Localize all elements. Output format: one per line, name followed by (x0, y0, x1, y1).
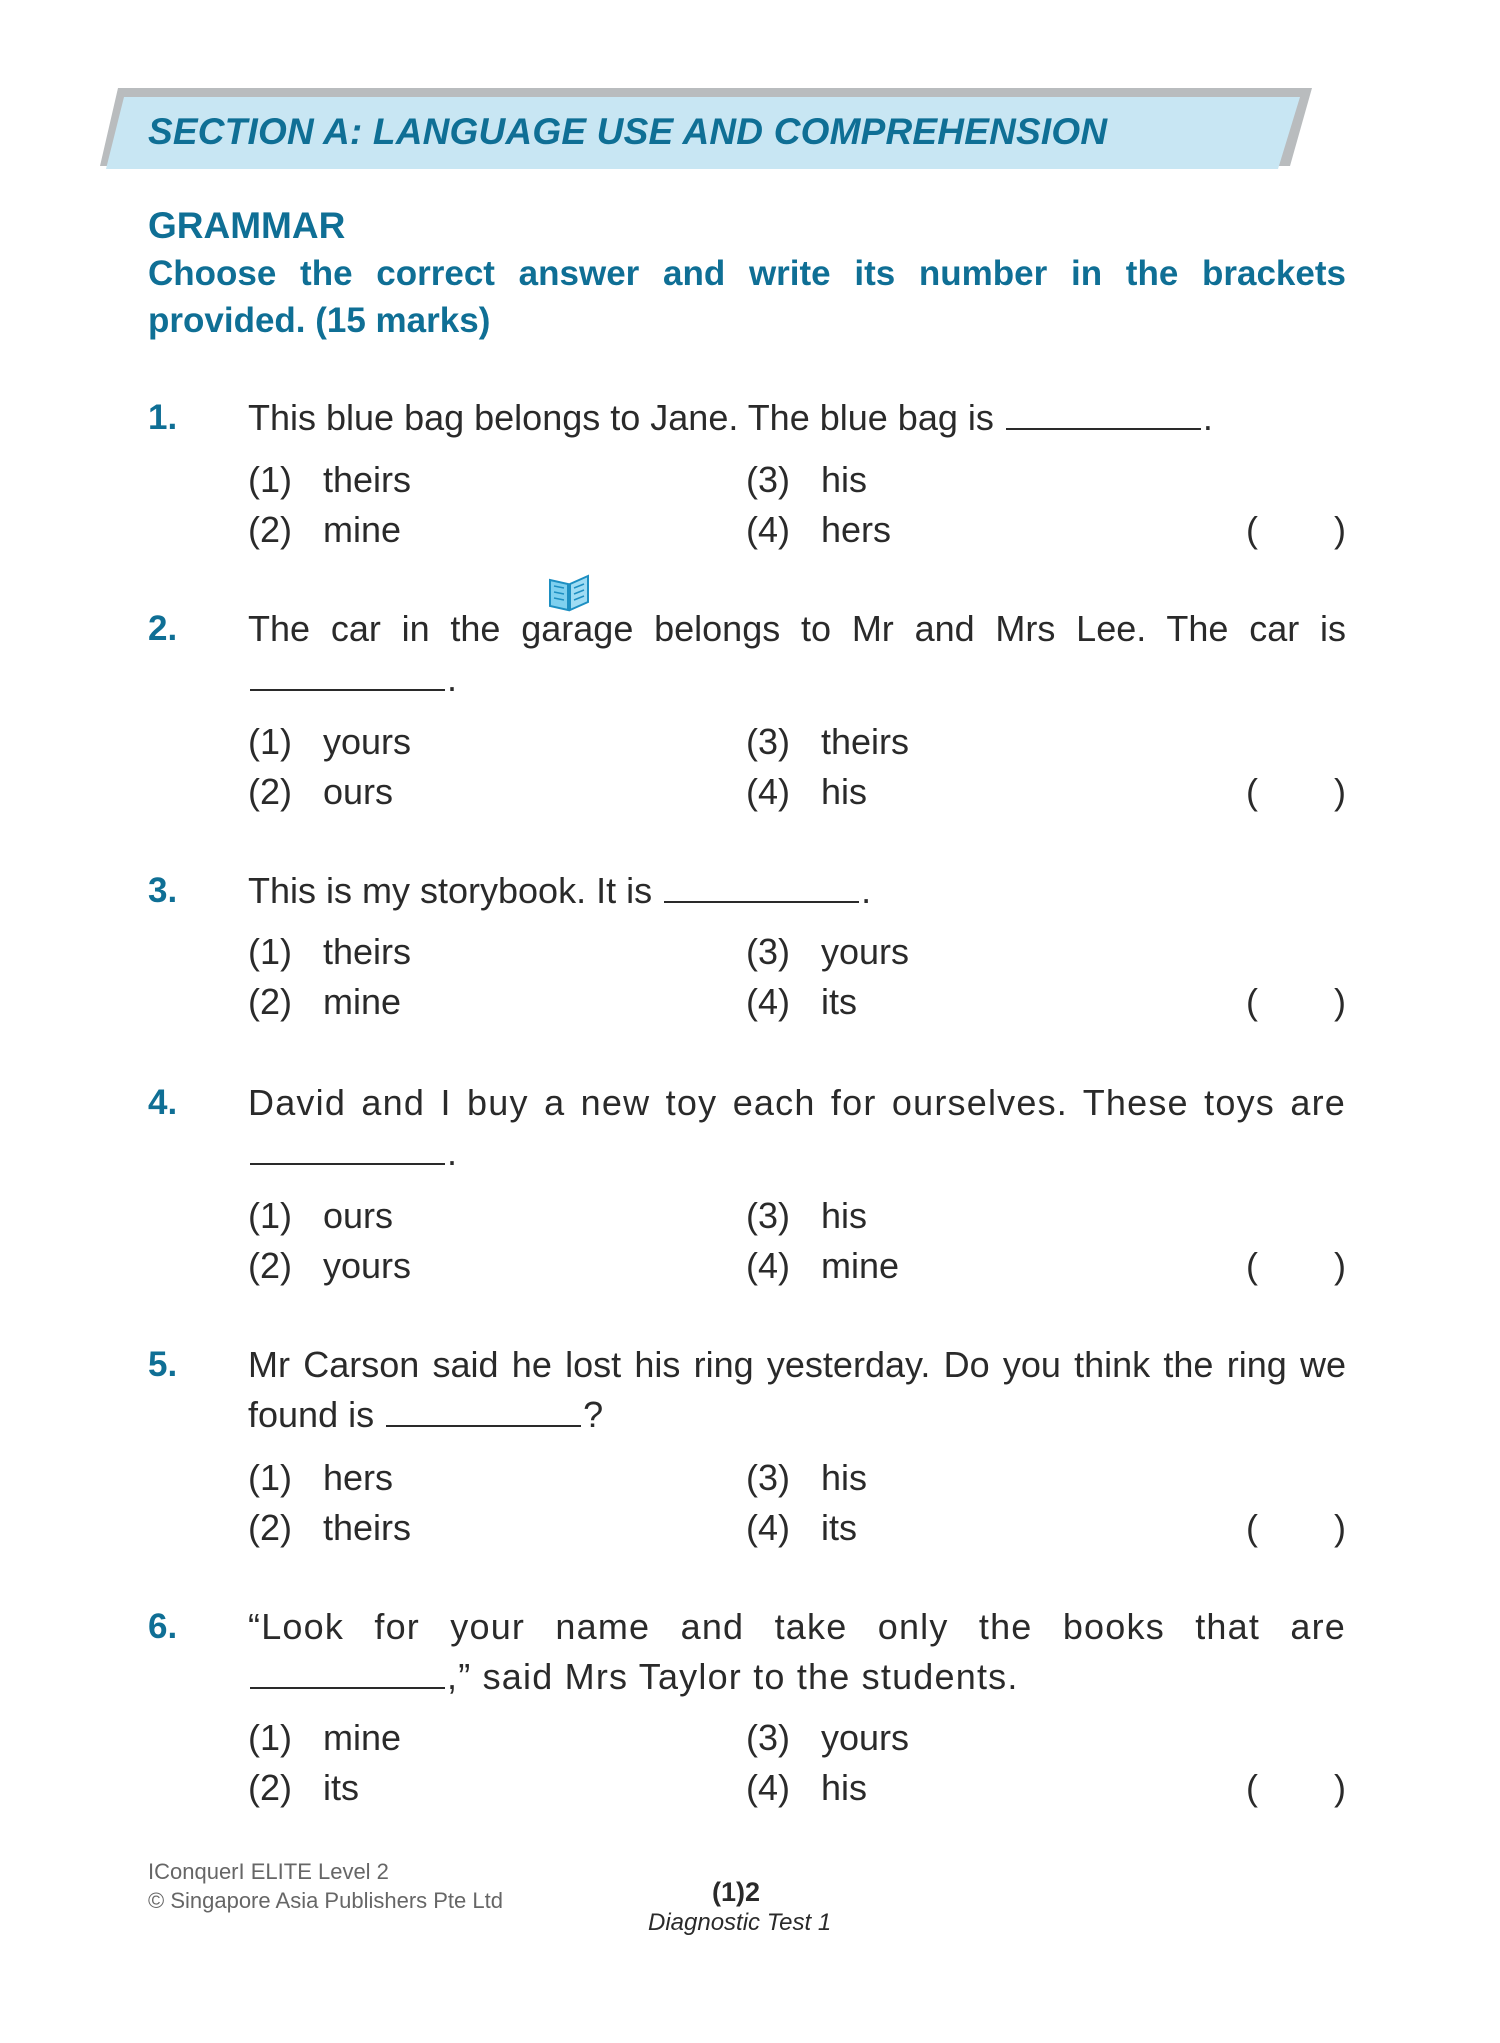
question-6: 6. “Look for your name and take only the books that are ,” said Mrs Taylor to the students. (1) mine (2) its (3) yours (4) his ( ) (148, 1602, 1346, 1802)
option-3: (3) his (746, 459, 868, 500)
answer-blank (250, 655, 445, 691)
option-4: (4) hers (746, 509, 892, 550)
option-1: (1) theirs (248, 459, 412, 500)
section-title: SECTION A: LANGUAGE USE AND COMPREHENSION (148, 111, 1108, 152)
question-number: 5. (148, 1345, 178, 1384)
question-number: 2. (148, 609, 178, 648)
option-3: (3) his (746, 1195, 868, 1236)
question-text: This blue bag belongs to Jane. The blue bag is . (248, 393, 1346, 443)
option-2: (2) ours (248, 771, 394, 812)
option-3: (3) yours (746, 1717, 910, 1758)
option-2: (2) mine (248, 981, 402, 1022)
question-4: 4. David and I buy a new toy each for ourselves. These toys are . (1) ours (2) yours (3) his (4) mine ( ) (148, 1078, 1346, 1278)
test-name: Diagnostic Test 1 (648, 1909, 832, 1936)
option-3: (3) his (746, 1457, 868, 1498)
question-text: The car in the garage belongs to Mr and Mrs Lee. The car is . (248, 608, 1346, 699)
option-3: (3) theirs (746, 721, 910, 762)
option-4: (4) mine (746, 1245, 900, 1286)
footer-series: IConquerI ELITE Level 2 (148, 1859, 389, 1884)
question-3: 3. This is my storybook. It is . (1) theirs (2) mine (3) yours (4) its ( ) (148, 866, 1346, 1016)
question-text: This is my storybook. It is . (248, 866, 1346, 916)
answer-blank (250, 1653, 445, 1689)
option-1: (1) hers (248, 1457, 394, 1498)
answer-blank (250, 1129, 445, 1165)
question-number: 3. (148, 871, 178, 910)
option-4: (4) his (746, 1767, 868, 1808)
question-number: 4. (148, 1083, 178, 1122)
question-1: 1. This blue bag belongs to Jane. The blue bag is . (1) theirs (2) mine (3) his (4) hers ( ) (148, 393, 1346, 543)
question-5: 5. Mr Carson said he lost his ring yesterday. Do you think the ring we found is ? (1) hers (2) theirs (3) his (4) its ( ) (148, 1340, 1346, 1540)
option-2: (2) theirs (248, 1507, 412, 1548)
footer-copyright: © Singapore Asia Publishers Pte Ltd (148, 1888, 503, 1913)
question-number: 6. (148, 1607, 178, 1646)
question-text: “Look for your name and take only the books that are ,” said Mrs Taylor to the students. (248, 1606, 1346, 1697)
answer-blank (1006, 394, 1201, 430)
grammar-heading: GRAMMAR (148, 205, 346, 246)
answer-blank (664, 867, 859, 903)
question-text: Mr Carson said he lost his ring yesterday. Do you think the ring we found is ? (248, 1344, 1346, 1435)
page-number: (1)2 (712, 1877, 761, 1907)
question-text: David and I buy a new toy each for ourselves. These toys are . (248, 1082, 1346, 1173)
option-1: (1) theirs (248, 931, 412, 972)
option-2: (2) yours (248, 1245, 412, 1286)
option-3: (3) yours (746, 931, 910, 972)
option-4: (4) its (746, 1507, 857, 1548)
question-2: 2. The car in the garage belongs to Mr and Mrs Lee. The car is . (1) yours (2) ours (3) theirs (4) his ( ) (148, 604, 1346, 804)
option-1: (1) mine (248, 1717, 402, 1758)
option-4: (4) its (746, 981, 857, 1022)
option-2: (2) its (248, 1767, 359, 1808)
question-number: 1. (148, 398, 178, 437)
option-1: (1) ours (248, 1195, 394, 1236)
footer-publisher (148, 1857, 503, 1915)
option-4: (4) his (746, 771, 868, 812)
option-2: (2) mine (248, 509, 402, 550)
option-1: (1) yours (248, 721, 412, 762)
instructions: Choose the correct answer and write its number in the brackets provided. (15 marks) (148, 254, 1346, 340)
answer-blank (386, 1391, 581, 1427)
